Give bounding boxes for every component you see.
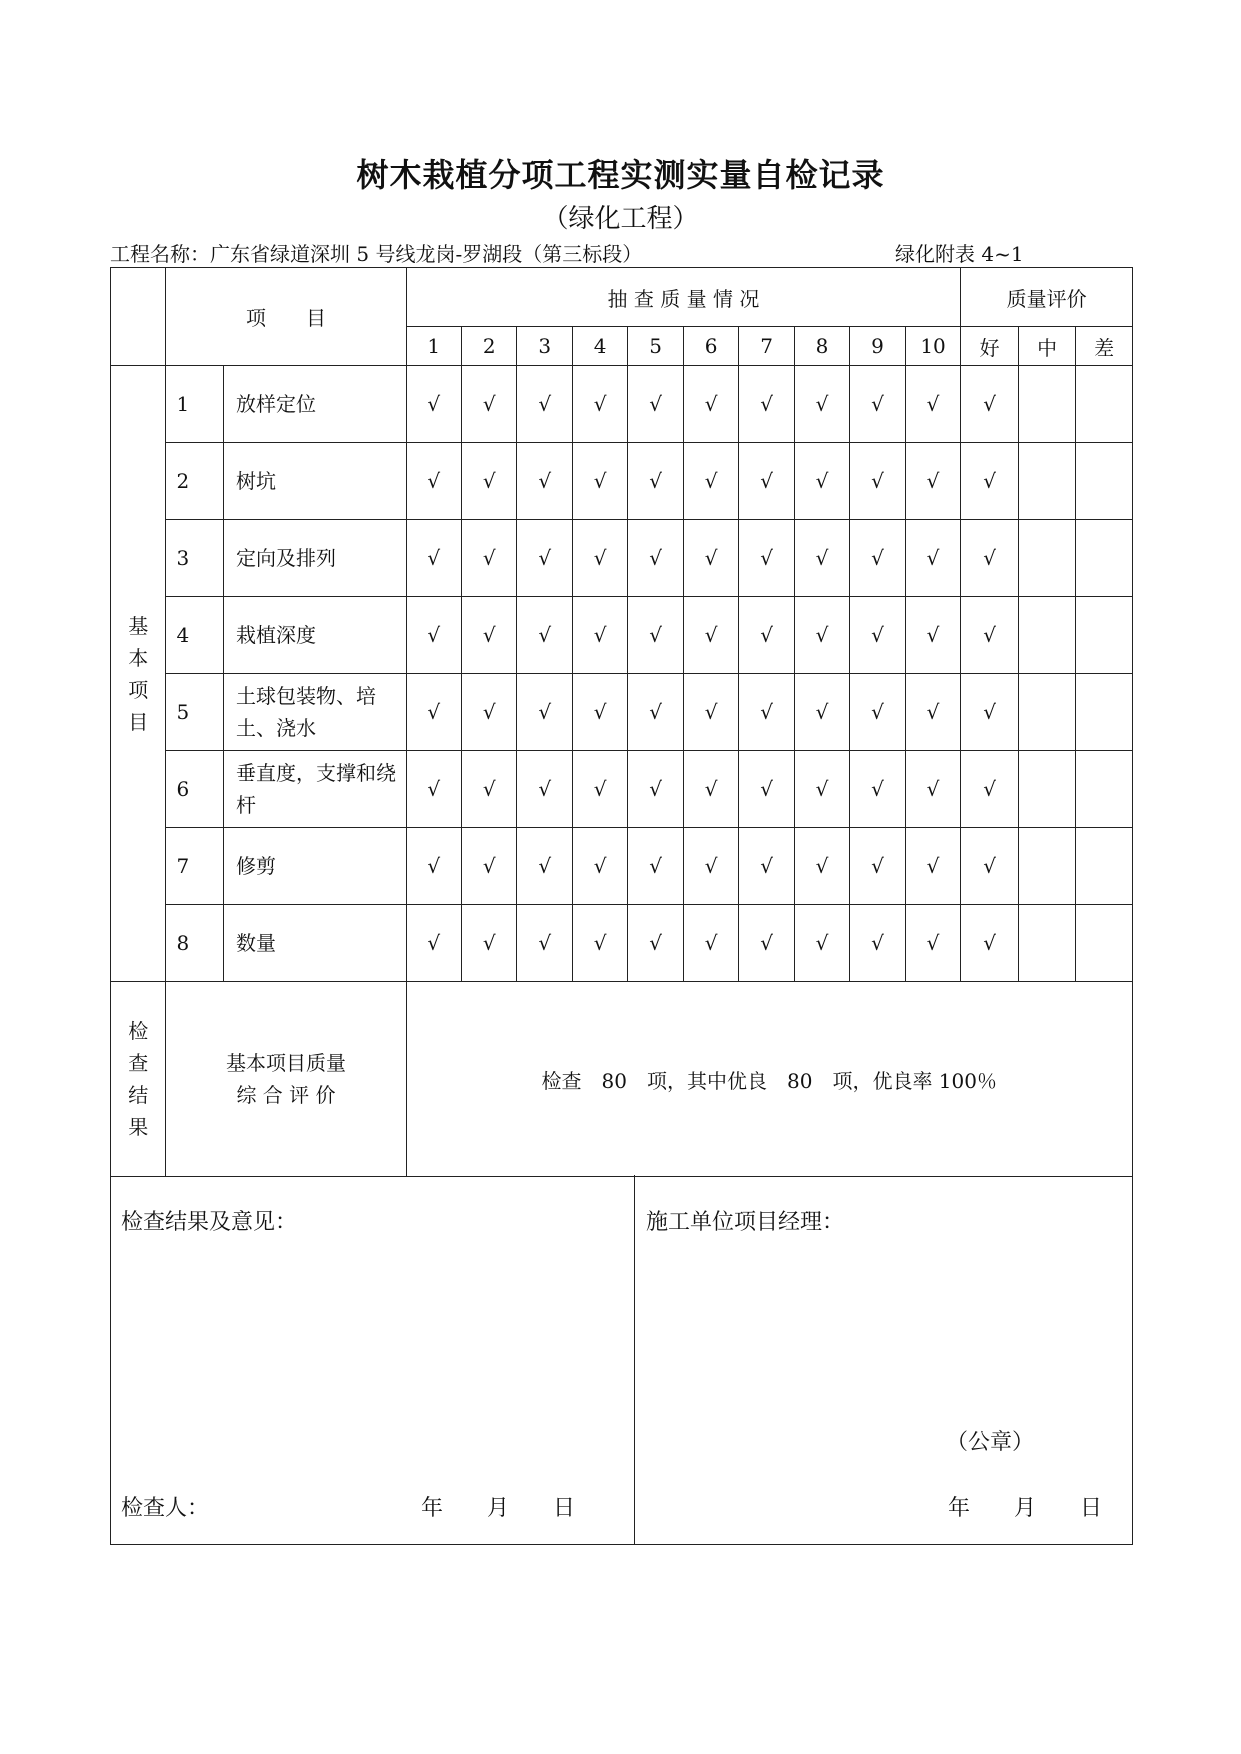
rating-good-check: √ (961, 828, 1018, 905)
item-name: 栽植深度 (223, 597, 406, 674)
check-mark-cell: √ (572, 828, 627, 905)
check-mark-cell: √ (905, 443, 961, 520)
check-mark-cell: √ (406, 520, 461, 597)
check-mark-cell: √ (406, 597, 461, 674)
check-mark-cell: √ (794, 828, 849, 905)
check-mark-cell: √ (794, 443, 849, 520)
check-mark-cell: √ (462, 443, 517, 520)
check-mark-cell: √ (850, 366, 905, 443)
check-mark-cell: √ (905, 674, 961, 751)
check-mark-cell: √ (572, 443, 627, 520)
rating-good-check: √ (961, 597, 1018, 674)
item-name: 数量 (223, 905, 406, 982)
check-mark-cell: √ (572, 597, 627, 674)
check-mark-cell: √ (683, 597, 738, 674)
item-header: 项 目 (166, 268, 406, 366)
sample-number-1: 1 (406, 327, 461, 366)
sample-number-2: 2 (462, 327, 517, 366)
check-mark-cell: √ (462, 905, 517, 982)
summary-label: 检 查 结 果 (111, 982, 166, 1177)
check-mark-cell: √ (683, 443, 738, 520)
table-row (111, 751, 1133, 828)
check-mark-cell: √ (462, 751, 517, 828)
check-mark-cell: √ (462, 520, 517, 597)
check-mark-cell: √ (406, 751, 461, 828)
check-mark-cell: √ (628, 828, 683, 905)
inspection-table (110, 267, 1133, 1177)
check-mark-cell: √ (517, 366, 572, 443)
check-mark-cell: √ (739, 674, 794, 751)
check-mark-cell: √ (628, 597, 683, 674)
check-mark-cell: √ (794, 674, 849, 751)
check-mark-cell: √ (517, 751, 572, 828)
summary-sub-label-line2: 综 合 评 价 (236, 1083, 336, 1107)
manager-date: 年 月 日 (948, 1496, 1103, 1521)
rating-empty-cell (1076, 905, 1133, 982)
check-mark-cell: √ (850, 597, 905, 674)
check-mark-cell: √ (462, 597, 517, 674)
appendix-label: 绿化附表 4~1 (895, 242, 1024, 266)
rating-good-check: √ (961, 751, 1018, 828)
item-name: 定向及排列 (223, 520, 406, 597)
check-mark-cell: √ (517, 905, 572, 982)
check-mark-cell: √ (628, 366, 683, 443)
inspector-label: 检查人： (121, 1496, 210, 1521)
check-mark-cell: √ (794, 520, 849, 597)
rating-good-check: √ (961, 520, 1018, 597)
rating-good: 好 (961, 327, 1018, 366)
item-name: 修剪 (223, 828, 406, 905)
check-mark-cell: √ (406, 443, 461, 520)
check-mark-cell: √ (462, 828, 517, 905)
document-subtitle: （绿化工程） (542, 204, 699, 234)
check-mark-cell: √ (739, 443, 794, 520)
rating-poor: 差 (1076, 327, 1133, 366)
rating-empty-cell (1076, 366, 1133, 443)
rating-empty-cell (1076, 443, 1133, 520)
table-row (111, 443, 1133, 520)
rating-good-check: √ (961, 366, 1018, 443)
rating-empty-cell (1018, 597, 1075, 674)
rating-good-check: √ (961, 443, 1018, 520)
item-number: 8 (166, 905, 223, 982)
item-number: 5 (166, 674, 223, 751)
group-label: 基 本 项 目 (111, 366, 166, 982)
table-row (111, 366, 1133, 443)
check-mark-cell: √ (683, 674, 738, 751)
rating-empty-cell (1018, 443, 1075, 520)
check-mark-cell: √ (739, 366, 794, 443)
check-mark-cell: √ (406, 905, 461, 982)
rating-empty-cell (1076, 520, 1133, 597)
check-mark-cell: √ (683, 520, 738, 597)
check-mark-cell: √ (406, 828, 461, 905)
check-mark-cell: √ (683, 905, 738, 982)
item-number: 3 (166, 520, 223, 597)
check-mark-cell: √ (683, 751, 738, 828)
rating-empty-cell (1018, 905, 1075, 982)
check-mark-cell: √ (850, 751, 905, 828)
check-mark-cell: √ (739, 828, 794, 905)
sample-number-3: 3 (517, 327, 572, 366)
check-mark-cell: √ (905, 366, 961, 443)
check-mark-cell: √ (572, 366, 627, 443)
rating-good-check: √ (961, 905, 1018, 982)
check-mark-cell: √ (739, 751, 794, 828)
check-mark-cell: √ (406, 674, 461, 751)
item-number: 7 (166, 828, 223, 905)
table-row (111, 520, 1133, 597)
check-mark-cell: √ (905, 905, 961, 982)
item-number: 2 (166, 443, 223, 520)
item-name: 垂直度，支撑和绕杆 (223, 751, 406, 828)
check-mark-cell: √ (517, 520, 572, 597)
check-mark-cell: √ (517, 828, 572, 905)
table-row (111, 905, 1133, 982)
check-mark-cell: √ (850, 520, 905, 597)
summary-sub-label (166, 982, 406, 1177)
rating-good-check: √ (961, 674, 1018, 751)
check-mark-cell: √ (794, 597, 849, 674)
table-row (111, 674, 1133, 751)
check-mark-cell: √ (628, 674, 683, 751)
sample-number-5: 5 (628, 327, 683, 366)
signature-section (110, 1175, 1133, 1545)
project-name: 工程名称：广东省绿道深圳 5 号线龙岗-罗湖段（第三标段） (110, 242, 643, 266)
check-mark-cell: √ (572, 751, 627, 828)
sample-number-6: 6 (683, 327, 738, 366)
sample-number-4: 4 (572, 327, 627, 366)
item-name: 放样定位 (223, 366, 406, 443)
check-mark-cell: √ (628, 443, 683, 520)
check-mark-cell: √ (739, 905, 794, 982)
check-mark-cell: √ (683, 828, 738, 905)
check-mark-cell: √ (739, 520, 794, 597)
check-mark-cell: √ (905, 597, 961, 674)
item-number: 6 (166, 751, 223, 828)
table-row (111, 597, 1133, 674)
check-mark-cell: √ (462, 674, 517, 751)
item-number: 4 (166, 597, 223, 674)
sample-number-8: 8 (794, 327, 849, 366)
document-title: 树木栽植分项工程实测实量自检记录 (356, 156, 885, 194)
summary-result: 检查 80 项，其中优良 80 项，优良率 100％ (406, 982, 1132, 1177)
corner-cell (111, 268, 166, 366)
check-mark-cell: √ (462, 366, 517, 443)
check-mark-cell: √ (517, 674, 572, 751)
check-mark-cell: √ (628, 520, 683, 597)
item-name: 土球包装物、培土、浇水 (223, 674, 406, 751)
check-mark-cell: √ (794, 751, 849, 828)
check-mark-cell: √ (905, 751, 961, 828)
check-mark-cell: √ (517, 597, 572, 674)
item-name: 树坑 (223, 443, 406, 520)
check-mark-cell: √ (739, 597, 794, 674)
official-seal-label: （公章） (946, 1430, 1035, 1455)
table-row (111, 828, 1133, 905)
sampling-header: 抽 查 质 量 情 况 (406, 268, 961, 327)
rating-empty-cell (1018, 828, 1075, 905)
rating-empty-cell (1018, 674, 1075, 751)
check-mark-cell: √ (850, 828, 905, 905)
check-mark-cell: √ (572, 905, 627, 982)
project-manager-title: 施工单位项目经理： (646, 1210, 845, 1235)
rating-header: 质量评价 (961, 268, 1133, 327)
check-mark-cell: √ (628, 751, 683, 828)
sample-number-9: 9 (850, 327, 905, 366)
rating-empty-cell (1076, 597, 1133, 674)
sample-number-10: 10 (905, 327, 961, 366)
item-number: 1 (166, 366, 223, 443)
check-mark-cell: √ (517, 443, 572, 520)
check-mark-cell: √ (683, 366, 738, 443)
check-mark-cell: √ (572, 520, 627, 597)
check-mark-cell: √ (794, 905, 849, 982)
rating-empty-cell (1076, 674, 1133, 751)
rating-empty-cell (1076, 828, 1133, 905)
check-mark-cell: √ (628, 905, 683, 982)
check-mark-cell: √ (850, 674, 905, 751)
rating-empty-cell (1076, 751, 1133, 828)
sample-number-7: 7 (739, 327, 794, 366)
rating-empty-cell (1018, 520, 1075, 597)
check-mark-cell: √ (850, 905, 905, 982)
check-mark-cell: √ (905, 828, 961, 905)
inspection-opinion-title: 检查结果及意见： (121, 1210, 298, 1235)
signature-divider (634, 1175, 635, 1544)
rating-medium: 中 (1018, 327, 1075, 366)
inspector-date: 年 月 日 (421, 1496, 576, 1521)
check-mark-cell: √ (794, 366, 849, 443)
rating-empty-cell (1018, 366, 1075, 443)
check-mark-cell: √ (572, 674, 627, 751)
check-mark-cell: √ (905, 520, 961, 597)
rating-empty-cell (1018, 751, 1075, 828)
summary-sub-label-line1: 基本项目质量 (226, 1051, 346, 1075)
check-mark-cell: √ (850, 443, 905, 520)
check-mark-cell: √ (406, 366, 461, 443)
